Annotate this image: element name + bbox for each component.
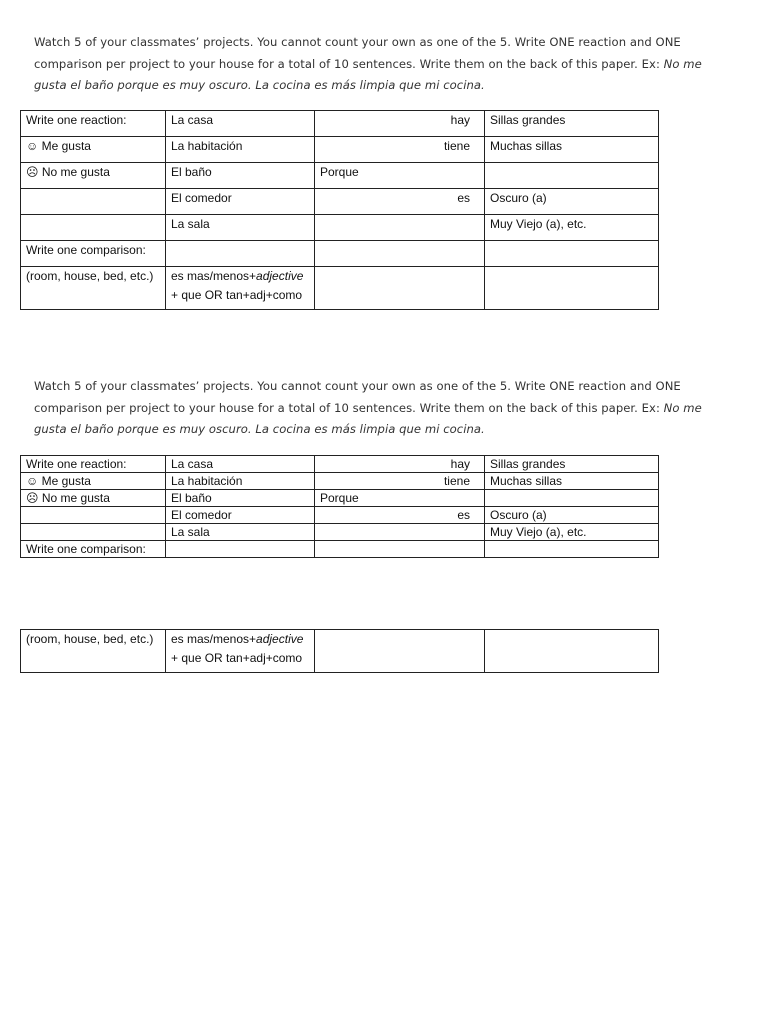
cell-text: es mas/menos+: [171, 269, 257, 283]
table-cell: Muy Viejo (a), etc.: [485, 215, 659, 241]
table-row: [21, 267, 659, 310]
table-cell: La habitación: [166, 473, 315, 490]
table-cell: hay: [315, 456, 485, 473]
table-row: [21, 111, 659, 137]
table-row: [21, 490, 659, 507]
table-cell: [166, 241, 315, 267]
table-cell: [315, 630, 485, 673]
table-cell: Porque: [315, 163, 485, 189]
table-cell: [485, 241, 659, 267]
table-cell: ☺ Me gusta: [21, 137, 166, 163]
table-cell: Write one comparison:: [21, 541, 166, 558]
table-row: [21, 456, 659, 473]
table-cell: [21, 507, 166, 524]
instructions-text: Watch 5 of your classmates’ projects. You cannot count your own as one of the 5. Write ONE reaction and ONE comparison per project to your house for a total of 10 sentences. Write them on the back of this paper. Ex:: [34, 35, 681, 71]
cell-text-italic: adjective: [256, 632, 304, 646]
table-cell: Muchas sillas: [485, 473, 659, 490]
instructions-example: No me gusta el baño porque es muy oscuro. La cocina es más limpia que mi cocina.: [34, 400, 702, 436]
table-cell: es: [315, 189, 485, 215]
table-cell: [315, 267, 485, 310]
instructions-paragraph-2: [34, 376, 724, 441]
table-row: [21, 524, 659, 541]
table-row: [21, 189, 659, 215]
table-cell: Porque: [315, 490, 485, 507]
table-cell: El baño: [166, 490, 315, 507]
table-cell: Oscuro (a): [485, 507, 659, 524]
table-row: [21, 215, 659, 241]
table-row: [21, 137, 659, 163]
vocabulary-table-2: [20, 455, 659, 558]
table-row: [21, 507, 659, 524]
table-cell: tiene: [315, 473, 485, 490]
table-cell: Oscuro (a): [485, 189, 659, 215]
table-cell: Sillas grandes: [485, 456, 659, 473]
table-cell: es: [315, 507, 485, 524]
table-cell: La sala: [166, 524, 315, 541]
table-cell: Muchas sillas: [485, 137, 659, 163]
table-cell: [485, 267, 659, 310]
table-cell: La casa: [166, 111, 315, 137]
table-cell: La habitación: [166, 137, 315, 163]
instructions-paragraph-1: [34, 32, 724, 97]
table-cell: tiene: [315, 137, 485, 163]
table-cell: El comedor: [166, 189, 315, 215]
table-cell: [485, 630, 659, 673]
table-row: [21, 163, 659, 189]
table-cell: Write one comparison:: [21, 241, 166, 267]
table-cell: ☹ No me gusta: [21, 490, 166, 507]
table-cell: El comedor: [166, 507, 315, 524]
table-row: [21, 541, 659, 558]
table-cell: [21, 524, 166, 541]
table-cell: [166, 267, 315, 310]
table-cell: [166, 630, 315, 673]
table-cell: [485, 163, 659, 189]
cell-text-italic: adjective: [256, 269, 304, 283]
table-cell: [485, 490, 659, 507]
instructions-example: No me gusta el baño porque es muy oscuro. La cocina es más limpia que mi cocina.: [34, 56, 702, 92]
table-cell: Write one reaction:: [21, 111, 166, 137]
table-cell: Muy Viejo (a), etc.: [485, 524, 659, 541]
table-cell: La sala: [166, 215, 315, 241]
table-cell: ☺ Me gusta: [21, 473, 166, 490]
table-cell: [166, 541, 315, 558]
cell-text: es mas/menos+: [171, 632, 257, 646]
table-cell: [21, 215, 166, 241]
table-cell: Sillas grandes: [485, 111, 659, 137]
cell-text: + que OR tan+adj+como: [171, 651, 303, 665]
table-row: [21, 241, 659, 267]
table-cell: Write one reaction:: [21, 456, 166, 473]
instructions-text: Watch 5 of your classmates’ projects. You cannot count your own as one of the 5. Write ONE reaction and ONE comparison per project to your house for a total of 10 sentences. Write them on the back of this paper. Ex:: [34, 379, 681, 415]
table-cell: (room, house, bed, etc.): [21, 267, 166, 310]
table-cell: [315, 524, 485, 541]
table-cell: (room, house, bed, etc.): [21, 630, 166, 673]
table-row: [21, 473, 659, 490]
table-cell: ☹ No me gusta: [21, 163, 166, 189]
table-cell: [315, 241, 485, 267]
cell-text: + que OR tan+adj+como: [171, 288, 303, 302]
table-cell: [485, 541, 659, 558]
vocabulary-table-1: [20, 110, 659, 310]
table-cell: La casa: [166, 456, 315, 473]
table-cell: [21, 189, 166, 215]
table-cell: hay: [315, 111, 485, 137]
table-cell: [315, 541, 485, 558]
table-cell: [315, 215, 485, 241]
table-cell: El baño: [166, 163, 315, 189]
comparison-table-2: [20, 629, 659, 673]
table-row: [21, 630, 659, 673]
